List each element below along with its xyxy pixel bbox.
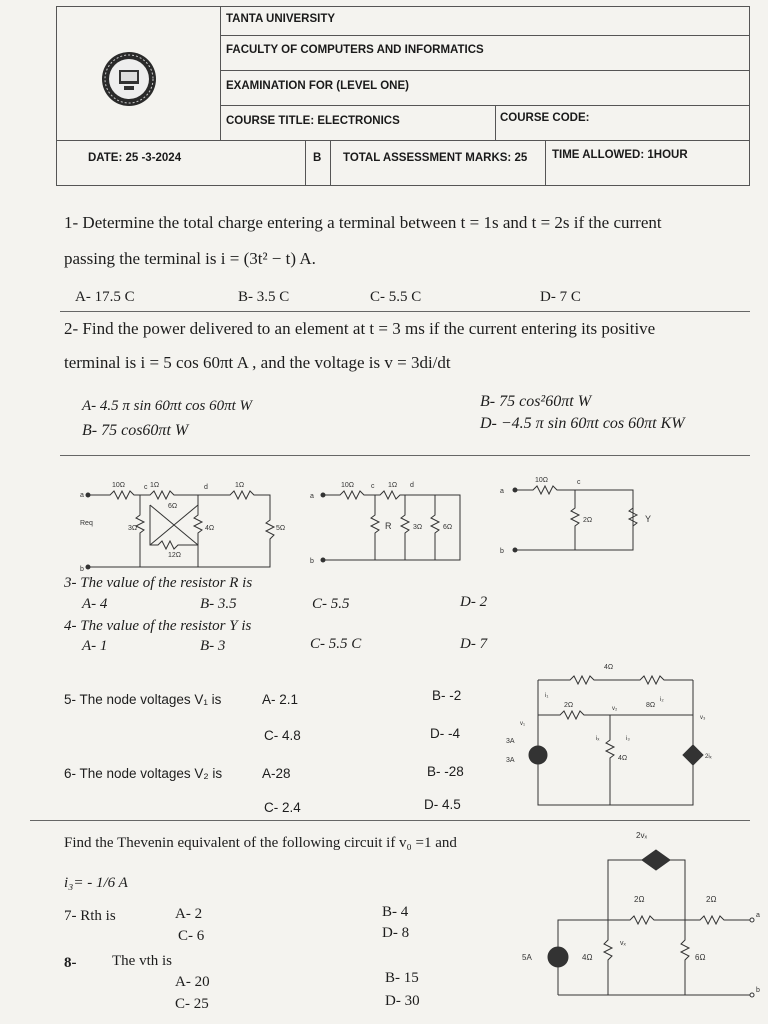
q1-option-b: B- 3.5 C: [238, 289, 290, 305]
q2-line2: terminal is i = 5 cos 60πt A , and the voltage is v = 3di/dt: [64, 353, 451, 372]
exam-level: EXAMINATION FOR (LEVEL ONE): [226, 80, 409, 92]
c2-r: R: [385, 521, 392, 531]
circuit-4: [500, 655, 730, 815]
c2-d: d: [410, 482, 414, 489]
q8-option-b: B- 15: [385, 970, 419, 986]
circuit-5: [510, 820, 765, 1020]
q5-option-d: D- -4: [430, 726, 460, 741]
c5-src: 5A: [522, 953, 532, 962]
thevenin-line2: i₃= - 1/6 A: [64, 875, 128, 891]
c5-r2: 2Ω: [706, 895, 717, 904]
c4-r1: 4Ω: [604, 664, 614, 671]
divider: [60, 455, 750, 456]
q8-text: The vth is: [112, 953, 172, 969]
q7-option-a: A- 2: [175, 906, 203, 922]
c3-y: Y: [645, 514, 652, 524]
c4-r4: 4Ω: [618, 755, 628, 762]
q3-option-b: B- 3.5: [200, 596, 237, 612]
c1-a: a: [80, 492, 84, 499]
q7-option-c: C- 6: [178, 928, 205, 944]
c2-r3: 3Ω: [413, 524, 423, 531]
c4-v3: v₃: [700, 715, 706, 721]
q5-text: 5- The node voltages V₁ is: [64, 692, 222, 707]
q6-text: 6- The node voltages V₂ is: [64, 766, 223, 781]
q6-option-d: D- 4.5: [424, 797, 461, 812]
university-name: TANTA UNIVERSITY: [226, 13, 336, 25]
c1-r3: 1Ω: [235, 482, 245, 489]
c2-r2: 1Ω: [388, 482, 398, 489]
c1-req: Req: [80, 520, 93, 527]
q7-option-b: B- 4: [382, 904, 409, 920]
c5-b: b: [756, 987, 760, 994]
faculty-name: FACULTY OF COMPUTERS AND INFORMATICS: [226, 44, 484, 56]
q2-line1: 2- Find the power delivered to an element at t = 3 ms if the current entering its positive: [64, 319, 656, 338]
c1-r1: 10Ω: [112, 482, 126, 489]
c4-src: 3A: [506, 738, 515, 745]
q8-option-a: A- 20: [175, 974, 210, 990]
c1-r8: 5Ω: [276, 525, 286, 532]
c4-ix: iₓ: [596, 736, 600, 742]
c5-dep: 2vₓ: [636, 831, 648, 840]
c3-b: b: [500, 548, 504, 555]
q2-option-b: B- 75 cos²60πt W: [480, 393, 592, 410]
c4-dep: 2iₓ: [705, 754, 712, 760]
circuit-2: [305, 475, 480, 575]
exam-date: DATE: 25 -3-2024: [88, 152, 182, 164]
c4-r3: 8Ω: [646, 702, 656, 709]
c1-r2: 1Ω: [150, 482, 160, 489]
c1-r7: 12Ω: [168, 552, 182, 559]
q8-option-d: D- 30: [385, 993, 420, 1009]
q5-option-c: C- 4.8: [264, 728, 301, 743]
q1-option-a: A- 17.5 C: [75, 289, 135, 305]
c2-r1: 10Ω: [341, 482, 355, 489]
q6-option-c: C- 2.4: [264, 800, 301, 815]
q4-text: 4- The value of the resistor Y is: [64, 618, 252, 634]
c1-r5: 3Ω: [128, 525, 138, 532]
c2-b: b: [310, 558, 314, 565]
c1-c: c: [144, 484, 148, 491]
c5-r3: 4Ω: [582, 953, 593, 962]
q6-option-b: B- -28: [427, 764, 464, 779]
q3-option-d: D- 2: [460, 594, 488, 610]
c3-a: a: [500, 488, 504, 495]
c5-r1: 2Ω: [634, 895, 645, 904]
q1-line1: 1- Determine the total charge entering a terminal between t = 1s and t = 2s if the current: [64, 213, 662, 232]
c4-i3: i₃: [626, 736, 630, 742]
c1-b: b: [80, 566, 84, 573]
q3-option-a: A- 4: [82, 596, 108, 612]
circuit-1: [80, 475, 290, 575]
q3-text: 3- The value of the resistor R is: [64, 575, 253, 591]
q2-option-a: A- 4.5 π sin 60πt cos 60πt W: [82, 398, 253, 414]
q8-option-c: C- 25: [175, 996, 209, 1012]
university-logo: [100, 50, 158, 108]
c2-c: c: [371, 483, 375, 490]
q4-option-a: A- 1: [82, 638, 108, 654]
divider: [60, 311, 750, 312]
c2-a: a: [310, 493, 314, 500]
q1-option-d: D- 7 C: [540, 289, 581, 305]
c4-v2: v₂: [612, 706, 618, 712]
time-allowed: TIME ALLOWED: 1HOUR: [552, 149, 688, 161]
exam-model: B: [313, 152, 322, 164]
q2-option-b2: B- 75 cos60πt W: [82, 422, 189, 439]
q2-option-d: D- −4.5 π sin 60πt cos 60πt KW: [480, 415, 685, 432]
q5-option-a: A- 2.1: [262, 692, 299, 707]
c2-r4: 6Ω: [443, 524, 453, 531]
c4-v1: v₁: [520, 721, 526, 727]
c3-r1: 10Ω: [535, 477, 549, 484]
q1-line2: passing the terminal is i = (3t² − t) A.: [64, 249, 316, 268]
c4-r2: 2Ω: [564, 702, 574, 709]
q6-option-a: A-28: [262, 766, 291, 781]
q5-option-b: B- -2: [432, 688, 462, 703]
q7-option-d: D- 8: [382, 925, 410, 941]
c1-r6: 4Ω: [205, 525, 215, 532]
thevenin-line1: Find the Thevenin equivalent of the following circuit if v₀ =1 and: [64, 835, 457, 851]
circuit-3: [495, 470, 670, 565]
c1-r4: 6Ω: [168, 503, 178, 510]
q4-option-c: C- 5.5 C: [310, 636, 362, 652]
q3-option-c: C- 5.5: [312, 596, 350, 612]
c4-src2: 3A: [506, 757, 515, 764]
q7-text: 7- Rth is: [64, 908, 116, 924]
c5-r4: 6Ω: [695, 953, 706, 962]
c1-d: d: [204, 484, 208, 491]
q4-option-d: D- 7: [460, 636, 488, 652]
c3-r2: 2Ω: [583, 517, 593, 524]
c4-i2: i₂: [660, 697, 664, 703]
c4-i1: i₁: [545, 693, 549, 699]
q1-option-c: C- 5.5 C: [370, 289, 422, 305]
q4-option-b: B- 3: [200, 638, 226, 654]
course-code: COURSE CODE:: [500, 112, 590, 124]
total-marks: TOTAL ASSESSMENT MARKS: 25: [343, 152, 528, 164]
course-title: COURSE TITLE: ELECTRONICS: [226, 115, 400, 127]
c5-vx: vₓ: [620, 940, 626, 947]
c3-c: c: [577, 479, 581, 486]
c5-a: a: [756, 912, 760, 919]
q8-num: 8-: [64, 955, 77, 971]
